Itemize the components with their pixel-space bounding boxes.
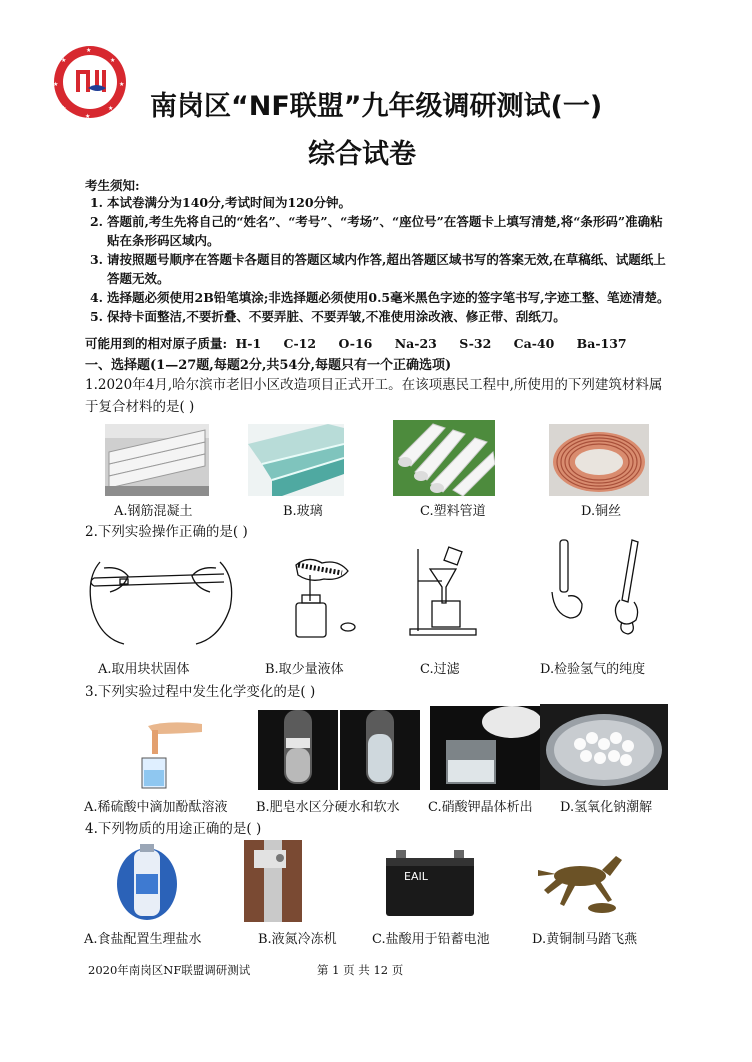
filtration-drawing [408, 545, 480, 637]
option-label: C.过滤 [420, 662, 460, 677]
notice-text: 请按照题号顺序在答题卡各题目的答题区域内作答,超出答题区域书写的答案无效,在草稿纸、试题纸上答题无效。 [107, 252, 666, 286]
notice-list [85, 193, 675, 326]
notice-item [85, 250, 675, 288]
svg-text:★: ★ [108, 105, 114, 112]
exam-subtitle: 综合试卷 [308, 139, 416, 170]
atomic-mass-label: 可能用到的相对原子质量: [85, 336, 228, 351]
svg-text:★: ★ [119, 81, 125, 88]
footer-exam-name: 2020年南岗区NF联盟调研测试 [88, 963, 251, 977]
notice-text: 答题前,考生先将自己的“姓名”、“考号”、“考场”、“座位号”在答题卡上填写清楚,将“条形码”准确粘贴在条形码区域内。 [107, 214, 663, 248]
soap-water-tube-left-image [258, 710, 338, 790]
svg-text:★: ★ [61, 57, 67, 64]
notice-number: 1. [89, 195, 103, 210]
option-label: B.取少量液体 [265, 662, 344, 677]
copper-wire-image [549, 424, 649, 496]
notice-text: 选择题必须使用2B铅笔填涂;非选择题必须使用0.5毫米黑色字迹的签字笔书写,字迹工整、笔迹清楚。 [107, 290, 670, 305]
plastic-pipe-image [393, 420, 495, 496]
option-label: A.钢筋混凝土 [114, 504, 193, 519]
alliance-logo [52, 44, 128, 120]
glass-image [248, 424, 344, 496]
notice-text: 本试卷满分为140分,考试时间为120分钟。 [107, 195, 352, 210]
atomic-mass-line [85, 334, 685, 352]
option-label: A.稀硫酸中滴加酚酞溶液 [84, 800, 228, 815]
atomic-mass-value: Na-23 [394, 336, 437, 351]
svg-text:★: ★ [53, 81, 59, 88]
notice-item [85, 288, 675, 307]
saline-bottle-image [112, 840, 182, 922]
atomic-mass-value: O-16 [338, 336, 373, 351]
soap-water-tube-right-image [340, 710, 420, 790]
lead-battery-image [382, 846, 478, 918]
atomic-mass-value: H-1 [235, 336, 262, 351]
notice-item [85, 193, 675, 212]
svg-text:★: ★ [86, 47, 92, 54]
hydrogen-purity-test-drawing [548, 538, 648, 640]
notice-number: 3. [89, 252, 103, 267]
option-label: D.铜丝 [581, 504, 622, 519]
sodium-hydroxide-image [540, 704, 668, 790]
option-label: B.肥皂水区分硬水和软水 [256, 800, 400, 815]
battery-brand: EAIL [404, 870, 428, 883]
svg-text:★: ★ [61, 105, 67, 112]
concrete-image [105, 424, 209, 496]
exam-title: 南岗区“NF联盟”九年级调研测试(一) [150, 91, 603, 122]
question-stem: 2.下列实验操作正确的是( ) [85, 524, 248, 540]
option-label: A.取用块状固体 [98, 662, 190, 677]
question-stem: 1.2020年4月,哈尔滨市老旧小区改造项目正式开工。在该项惠民工程中,所使用的下列建筑材料属于复合材料的是( ) [85, 377, 663, 415]
question-stem: 3.下列实验过程中发生化学变化的是( ) [85, 684, 316, 700]
atomic-mass-value: Ba-137 [576, 336, 627, 351]
dropper-bottle-drawing [282, 555, 362, 645]
notice-item [85, 307, 675, 326]
question-stem: 4.下列物质的用途正确的是( ) [85, 821, 262, 837]
option-label: C.塑料管道 [420, 504, 486, 519]
atomic-mass-value: S-32 [459, 336, 492, 351]
phenolphthalein-drop-image [118, 712, 210, 792]
notice-text: 保持卡面整洁,不要折叠、不要弄脏、不要弄皱,不准使用涂改液、修正带、刮纸刀。 [107, 309, 566, 324]
section-title: 一、选择题(1—27题,每题2分,共54分,每题只有一个正确选项) [85, 358, 452, 373]
notice-item [85, 212, 675, 250]
option-label: B.玻璃 [283, 504, 323, 519]
liquid-nitrogen-image [244, 840, 302, 922]
test-tube-hands-drawing [80, 548, 240, 648]
option-label: C.硝酸钾晶体析出 [428, 800, 533, 815]
option-label: C.盐酸用于铅蓄电池 [372, 932, 490, 947]
option-label: D.黄铜制马踏飞燕 [532, 932, 638, 947]
option-label: A.食盐配置生理盐水 [84, 932, 202, 947]
option-label: D.检验氢气的纯度 [540, 662, 646, 677]
bronze-horse-image [530, 846, 636, 922]
option-label: D.氢氧化钠潮解 [560, 800, 653, 815]
crystal-precipitation-image [430, 706, 540, 790]
option-label: B.液氮冷冻机 [258, 932, 337, 947]
notice-heading: 考生须知: [85, 178, 140, 193]
notice-number: 5. [89, 309, 103, 324]
svg-text:★: ★ [85, 113, 91, 120]
notice-number: 4. [89, 290, 103, 305]
atomic-mass-value: C-12 [283, 336, 317, 351]
svg-text:★: ★ [110, 57, 116, 64]
notice-number: 2. [89, 214, 103, 229]
atomic-mass-value: Ca-40 [513, 336, 555, 351]
page-number: 第 1 页 共 12 页 [317, 963, 404, 977]
